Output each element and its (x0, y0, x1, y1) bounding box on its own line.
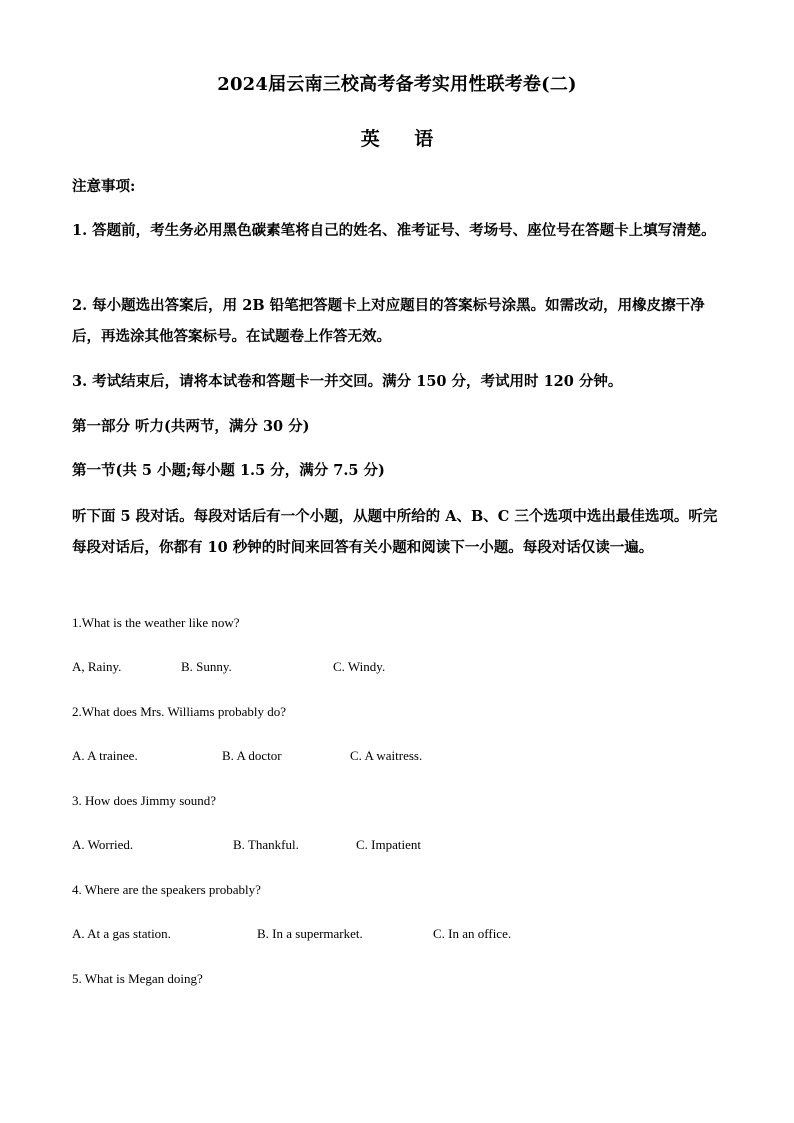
question-4-stem: 4. Where are the speakers probably? (72, 882, 261, 897)
note-item-3: 3. 考试结束后，请将本试卷和答题卡一并交回。满分 150 分，考试用时 120 分钟。 (72, 373, 623, 390)
question-3-option-a: A. Worried. (72, 837, 134, 852)
notes-heading: 注意事项: (72, 178, 136, 195)
question-2-options (72, 746, 722, 766)
question-4-option-a: A. At a gas station. (72, 926, 171, 941)
question-3-options (72, 835, 722, 855)
question-3-stem: 3. How does Jimmy sound? (72, 793, 217, 808)
question-5-stem: 5. What is Megan doing? (72, 971, 203, 986)
question-4-option-c: C. In an office. (433, 926, 512, 941)
exam-title: 2024届云南三校高考备考实用性联考卷(二) (217, 74, 577, 95)
question-1-stem: 1.What is the weather like now? (72, 615, 240, 630)
question-1-option-c: C. Windy. (333, 659, 386, 674)
question-2-stem: 2.What does Mrs. Williams probably do? (72, 704, 287, 719)
question-2-option-a: A. A trainee. (72, 748, 138, 763)
listening-instructions: 听下面 5 段对话。每段对话后有一个小题，从题中所给的 A、B、C 三个选项中选出最佳选项。听完每段对话后，你都有 10 秒钟的时间来回答有关小题和阅读下一小题。每段对话仅读一遍。 (72, 508, 718, 556)
question-3-option-b: B. Thankful. (233, 837, 299, 852)
question-4-option-b: B. In a supermarket. (257, 926, 363, 941)
note-item-2: 2. 每小题选出答案后，用 2B 铅笔把答题卡上对应题目的答案标号涂黑。如需改动，用橡皮擦干净后，再选涂其他答案标号。在试题卷上作答无效。 (72, 297, 705, 345)
question-1-options (72, 657, 722, 677)
question-2-option-c: C. A waitress. (350, 748, 423, 763)
question-4-options (72, 924, 722, 944)
question-2-option-b: B. A doctor (222, 748, 282, 763)
question-1-option-b: B. Sunny. (181, 659, 232, 674)
note-item-1: 1. 答题前，考生务必用黑色碳素笔将自己的姓名、准考证号、考场号、座位号在答题卡上填写清楚。 (72, 222, 716, 239)
section1-heading: 第一节(共 5 小题;每小题 1.5 分，满分 7.5 分) (72, 462, 385, 479)
part1-heading: 第一部分 听力(共两节，满分 30 分) (72, 418, 310, 435)
question-1-option-a: A, Rainy. (72, 659, 122, 674)
question-3-option-c: C. Impatient (356, 837, 421, 852)
subject-title: 英 语 (360, 128, 448, 150)
